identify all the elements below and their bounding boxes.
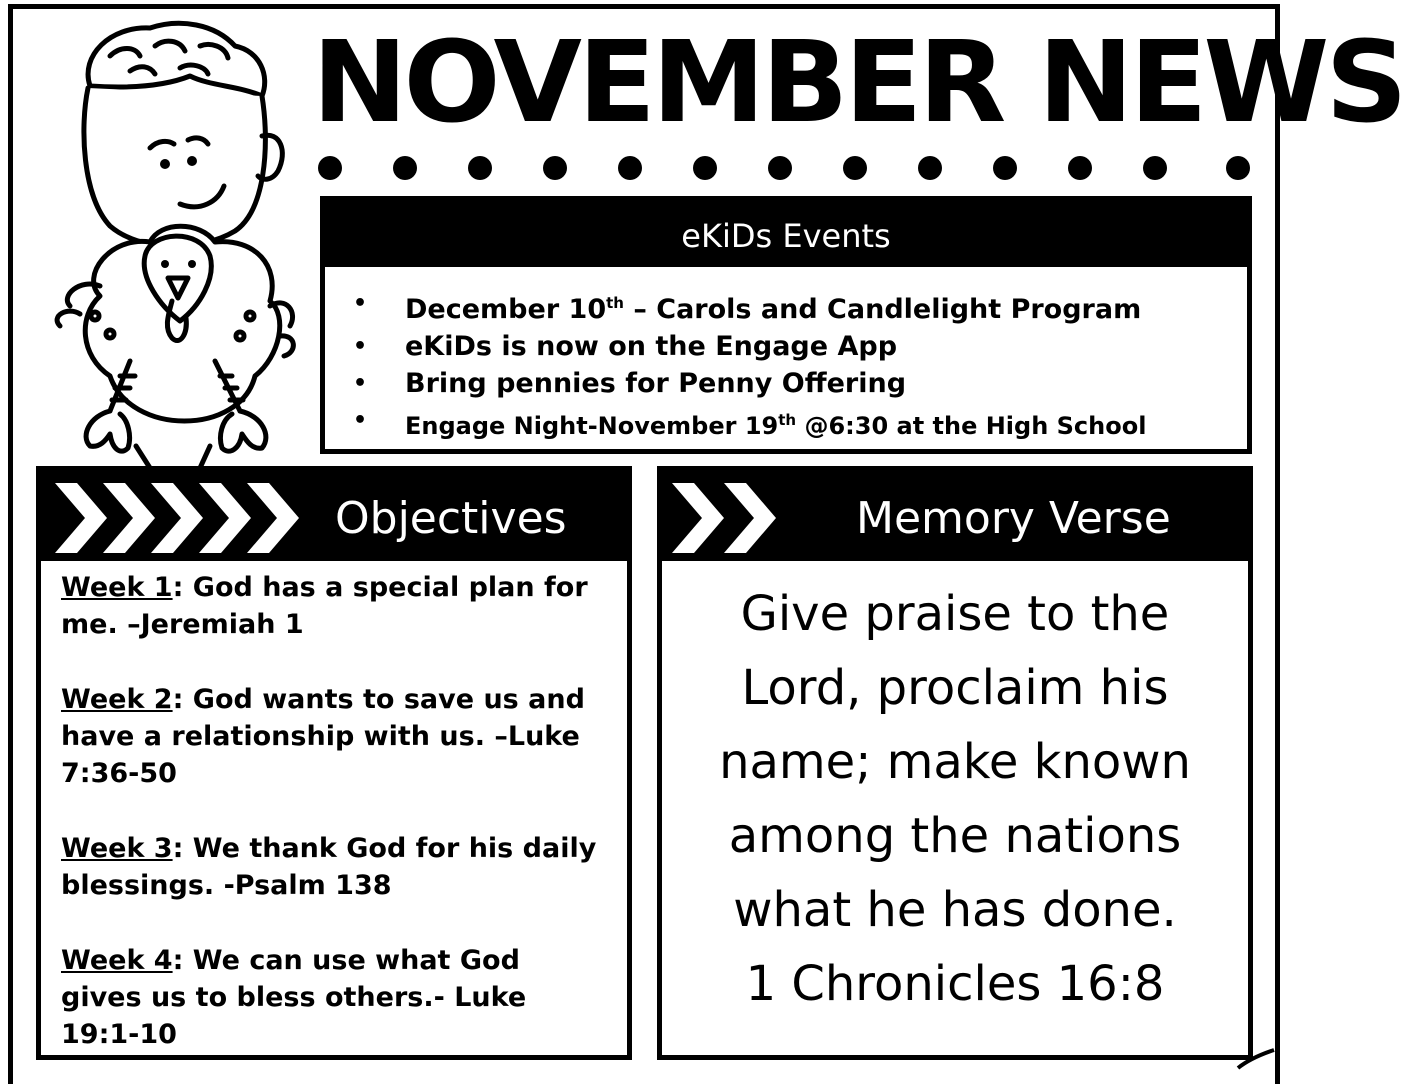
verse-line: what he has done. [733, 882, 1177, 938]
memory-verse-panel [657, 466, 1253, 1060]
events-panel [320, 196, 1252, 454]
newsletter-title: NOVEMBER NEWS [312, 18, 1404, 148]
dotted-divider [318, 156, 1258, 186]
boy-with-turkey-illustration [40, 16, 300, 468]
week-objective: Week 1: God has a special plan for me. –Jeremiah 1 [61, 572, 588, 640]
objectives-header [41, 471, 627, 561]
week-objective: Week 4: We can use what God gives us to bless others.- Luke 19:1-10 [61, 945, 527, 1050]
verse-line: name; make known [719, 734, 1191, 790]
objectives-panel [36, 466, 632, 1060]
event-item: • Bring pennies for Penny Offering [353, 365, 1247, 402]
event-item: • December 10th – Carols and Candlelight Program [353, 285, 1247, 328]
chevron-arrows-icon [55, 483, 295, 553]
objectives-list [41, 561, 627, 1053]
page-curl-icon [1236, 1046, 1276, 1068]
objectives-heading: Objectives [335, 493, 567, 544]
memory-verse-header [662, 471, 1248, 561]
events-heading: eKiDs Events [325, 201, 1247, 267]
verse-reference: 1 Chronicles 16:8 [745, 956, 1165, 1012]
events-list [325, 267, 1247, 445]
event-item: • Engage Night-November 19th @6:30 at the High School [353, 402, 1247, 445]
memory-verse-heading: Memory Verse [856, 493, 1171, 544]
week-objective: Week 3: We thank God for his daily blessings. -Psalm 138 [61, 833, 597, 901]
chevron-arrows-icon [672, 483, 802, 553]
verse-line: Lord, proclaim his [741, 660, 1169, 716]
verse-line: among the nations [728, 808, 1182, 864]
week-objective: Week 2: God wants to save us and have a relationship with us. –Luke 7:36-50 [61, 684, 585, 789]
event-item: • eKiDs is now on the Engage App [353, 328, 1247, 365]
memory-verse-text [662, 561, 1248, 1021]
verse-line: Give praise to the [740, 586, 1170, 642]
